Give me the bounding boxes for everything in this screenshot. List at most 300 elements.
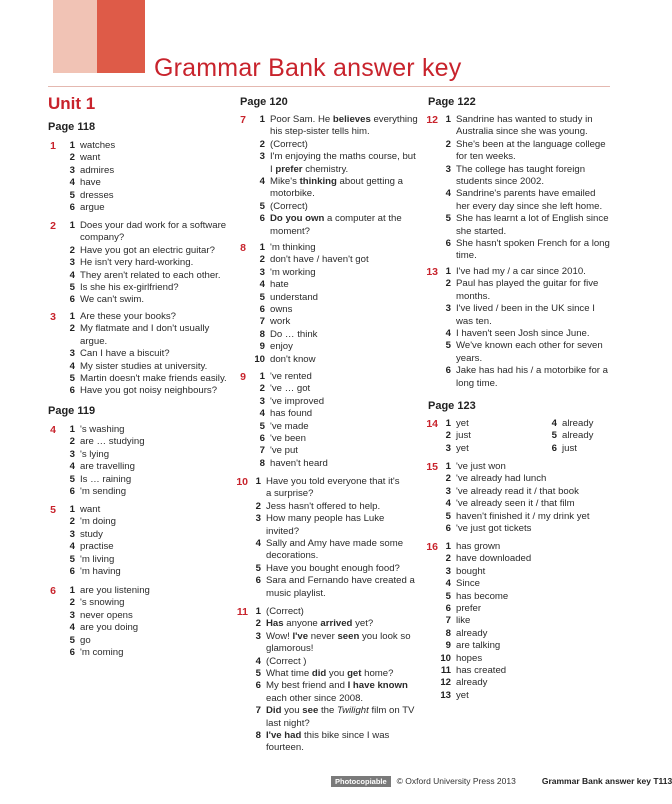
answer-line bbox=[434, 498, 590, 510]
answer-line bbox=[434, 250, 610, 262]
answer-line bbox=[58, 361, 227, 373]
answer-line bbox=[434, 523, 590, 535]
answer-text: Mike's thinking about getting a bbox=[270, 176, 404, 188]
answer-text: Can I have a biscuit? bbox=[80, 348, 170, 360]
footer bbox=[331, 776, 672, 787]
answer-text: 've already seen it / that film bbox=[456, 498, 575, 510]
group-number: 8 bbox=[240, 242, 246, 254]
page-heading-120: Page 120 bbox=[240, 96, 288, 108]
group-items bbox=[248, 371, 328, 470]
answer-line bbox=[58, 232, 226, 244]
item-number: 1 bbox=[259, 371, 265, 382]
group-number: 13 bbox=[426, 266, 438, 278]
answer-line bbox=[248, 304, 369, 316]
answer-text: Jess hasn't offered to help. bbox=[266, 500, 381, 512]
answer-line bbox=[244, 643, 414, 655]
item-number: 4 bbox=[69, 360, 75, 372]
item-number: 3 bbox=[445, 442, 451, 454]
answer-line bbox=[434, 201, 610, 213]
answer-text: argue bbox=[80, 202, 105, 214]
item-number: 6 bbox=[551, 442, 557, 454]
answer-line bbox=[540, 430, 593, 442]
answer-text: Have you got noisy neighbours? bbox=[80, 385, 218, 397]
answer-text: 've been bbox=[270, 433, 306, 445]
answer-line bbox=[244, 656, 414, 668]
answer-text: Sandrine's parents have emailed bbox=[456, 188, 596, 200]
item-number: 4 bbox=[445, 578, 451, 590]
answer-text: Have you got an electric guitar? bbox=[80, 244, 215, 256]
answer-line bbox=[58, 311, 227, 323]
group-number: 3 bbox=[50, 311, 56, 323]
group-number: 6 bbox=[50, 585, 56, 597]
answer-text: Are these your books? bbox=[80, 311, 176, 322]
answer-group-2 bbox=[48, 220, 226, 307]
answer-text: How many people has Luke bbox=[266, 513, 385, 525]
answer-line bbox=[58, 348, 227, 360]
answer-line bbox=[244, 618, 414, 630]
item-number: 2 bbox=[259, 383, 265, 395]
item-number: 9 bbox=[259, 341, 265, 353]
answer-text: Does your dad work for a software bbox=[80, 220, 227, 231]
item-number: 5 bbox=[259, 200, 265, 212]
answer-line bbox=[248, 458, 328, 470]
page-heading-123: Page 123 bbox=[428, 400, 476, 412]
answer-line bbox=[434, 628, 531, 640]
answer-line bbox=[58, 529, 121, 541]
photocopiable-badge: Photocopiable bbox=[331, 776, 391, 787]
answer-line bbox=[244, 476, 415, 488]
answer-text: for ten weeks. bbox=[456, 151, 516, 163]
item-number: 4 bbox=[255, 655, 261, 667]
item-number: 6 bbox=[259, 433, 265, 445]
answer-text: Sara and Fernando have created a bbox=[266, 575, 415, 587]
answer-text: are travelling bbox=[80, 461, 135, 473]
answer-group-10 bbox=[234, 476, 415, 600]
answer-line bbox=[58, 140, 115, 152]
group-items bbox=[58, 140, 115, 214]
item-number: 1 bbox=[259, 114, 265, 125]
item-number: 4 bbox=[445, 328, 451, 340]
item-number: 5 bbox=[445, 340, 451, 352]
answer-line bbox=[434, 578, 531, 590]
answer-line bbox=[434, 486, 590, 498]
answer-line bbox=[248, 421, 328, 433]
item-number: 7 bbox=[255, 705, 261, 717]
item-number: 1 bbox=[69, 140, 75, 151]
item-number: 5 bbox=[445, 213, 451, 225]
answer-line bbox=[58, 486, 145, 498]
item-number: 4 bbox=[69, 269, 75, 281]
group-items bbox=[58, 424, 145, 498]
item-number: 3 bbox=[259, 395, 265, 407]
item-number: 6 bbox=[445, 365, 451, 377]
answer-line bbox=[434, 603, 531, 615]
footer-page-label: Grammar Bank answer key T113 bbox=[541, 776, 672, 786]
item-number: 1 bbox=[445, 541, 451, 552]
answer-line bbox=[434, 653, 531, 665]
item-number: 6 bbox=[445, 523, 451, 535]
answer-group-8 bbox=[238, 242, 369, 366]
answer-line bbox=[248, 279, 369, 291]
answer-line bbox=[244, 730, 414, 742]
answer-group-3 bbox=[48, 311, 227, 398]
answer-text: I've lived / been in the UK since I bbox=[456, 303, 595, 315]
answer-text: What time did you get home? bbox=[266, 668, 394, 680]
item-number: 3 bbox=[69, 448, 75, 460]
answer-text: hate bbox=[270, 279, 289, 291]
answer-line bbox=[58, 373, 227, 385]
answer-text: Sally and Amy have made some bbox=[266, 538, 404, 550]
answer-text: are you doing bbox=[80, 622, 139, 634]
item-number: 2 bbox=[445, 430, 451, 442]
answer-text: practise bbox=[80, 541, 114, 553]
item-number: 2 bbox=[259, 254, 265, 266]
answer-line bbox=[58, 597, 150, 609]
item-number: 8 bbox=[255, 730, 261, 742]
item-number: 1 bbox=[69, 311, 75, 322]
answer-text: My best friend and I have known bbox=[266, 680, 408, 692]
group-number: 9 bbox=[240, 371, 246, 383]
answer-text: I prefer chemistry. bbox=[270, 163, 349, 175]
item-number: 4 bbox=[69, 541, 75, 553]
answer-text: Have you told everyone that it's bbox=[266, 476, 400, 487]
answer-text: We've known each other for seven bbox=[456, 340, 603, 352]
item-number: 6 bbox=[69, 486, 75, 498]
answer-text: understand bbox=[270, 291, 319, 303]
answer-line bbox=[58, 622, 150, 634]
item-number: 8 bbox=[445, 627, 451, 639]
item-number: 3 bbox=[445, 485, 451, 497]
answer-line bbox=[434, 677, 531, 689]
item-number: 4 bbox=[445, 498, 451, 510]
answer-text: 'm thinking bbox=[270, 242, 316, 253]
answer-group-15 bbox=[424, 461, 590, 535]
answer-text: I haven't seen Josh since June. bbox=[456, 328, 590, 340]
answer-line bbox=[434, 266, 608, 278]
answer-line bbox=[248, 114, 418, 126]
answer-text: 'm having bbox=[80, 566, 121, 578]
answer-line bbox=[248, 126, 418, 138]
answer-text: her every day since she left home. bbox=[456, 200, 603, 212]
group-number: 14 bbox=[426, 418, 438, 430]
answer-text: 've … got bbox=[270, 383, 311, 395]
answer-text: already bbox=[456, 627, 488, 639]
answer-line bbox=[434, 541, 531, 553]
item-number: 8 bbox=[259, 457, 265, 469]
answer-text: 've already read it / that book bbox=[456, 485, 579, 497]
page-heading-122: Page 122 bbox=[428, 96, 476, 108]
item-number: 3 bbox=[445, 565, 451, 577]
item-number: 10 bbox=[440, 652, 451, 664]
answer-line bbox=[58, 474, 145, 486]
item-number: 1 bbox=[69, 424, 75, 435]
page-title: Grammar Bank answer key bbox=[154, 54, 462, 82]
answer-line bbox=[434, 164, 610, 176]
group-number: 7 bbox=[240, 114, 246, 126]
answer-group-13 bbox=[424, 266, 608, 390]
answer-group-5 bbox=[48, 504, 121, 578]
item-number: 3 bbox=[259, 266, 265, 278]
answer-line bbox=[434, 378, 608, 390]
answer-line bbox=[248, 396, 328, 408]
item-number: 2 bbox=[69, 436, 75, 448]
answer-text: each other since 2008. bbox=[266, 692, 364, 704]
answer-text: long time. bbox=[456, 377, 498, 389]
answer-text: yet bbox=[456, 418, 469, 429]
answer-line bbox=[434, 591, 531, 603]
answer-text: has found bbox=[270, 408, 313, 420]
answer-line bbox=[58, 541, 121, 553]
item-number: 6 bbox=[69, 647, 75, 659]
group-number: 16 bbox=[426, 541, 438, 553]
item-number: 2 bbox=[445, 553, 451, 565]
answer-text: don't know bbox=[270, 353, 316, 365]
item-number: 3 bbox=[255, 630, 261, 642]
answer-line bbox=[434, 303, 608, 315]
answer-line bbox=[434, 353, 608, 365]
answer-line bbox=[434, 511, 590, 523]
answer-group-7 bbox=[238, 114, 418, 238]
answer-text: 've improved bbox=[270, 395, 325, 407]
item-number: 2 bbox=[69, 323, 75, 335]
group-items bbox=[244, 606, 414, 755]
header-pink-block bbox=[53, 0, 97, 73]
answer-text: his step-sister tells him. bbox=[270, 126, 370, 138]
answer-line bbox=[434, 328, 608, 340]
group-items bbox=[248, 242, 369, 366]
answer-line bbox=[58, 152, 115, 164]
answer-text: time. bbox=[456, 250, 477, 262]
answer-text: already bbox=[456, 677, 488, 689]
answer-line bbox=[248, 226, 418, 238]
group-items bbox=[58, 504, 121, 578]
group-items bbox=[434, 114, 610, 263]
answer-text: Poor Sam. He believes everything bbox=[270, 114, 418, 125]
answer-text: don't have / haven't got bbox=[270, 254, 369, 266]
answer-line bbox=[58, 177, 115, 189]
group-number: 12 bbox=[426, 114, 438, 126]
answer-line bbox=[434, 615, 531, 627]
item-number: 5 bbox=[69, 634, 75, 646]
answer-line bbox=[58, 257, 226, 269]
answer-group-12 bbox=[424, 114, 610, 263]
answer-text: yet bbox=[456, 442, 469, 454]
answer-text: invited? bbox=[266, 525, 300, 537]
answer-line bbox=[434, 640, 531, 652]
header-red-block bbox=[97, 0, 145, 73]
item-number: 5 bbox=[69, 189, 75, 201]
answer-text: enjoy bbox=[270, 341, 293, 353]
item-number: 4 bbox=[69, 461, 75, 473]
answer-text: just bbox=[456, 430, 471, 442]
item-number: 7 bbox=[259, 445, 265, 457]
answer-line bbox=[58, 647, 150, 659]
answer-line bbox=[58, 554, 121, 566]
item-number: 4 bbox=[259, 279, 265, 291]
group-items bbox=[434, 541, 531, 702]
answer-line bbox=[58, 165, 115, 177]
answer-text: 've made bbox=[270, 420, 309, 432]
item-number: 5 bbox=[255, 562, 261, 574]
answer-text: She's been at the language college bbox=[456, 138, 606, 150]
item-number: 13 bbox=[440, 689, 451, 701]
answer-line bbox=[434, 213, 610, 225]
answer-line bbox=[58, 585, 150, 597]
item-number: 4 bbox=[259, 408, 265, 420]
answer-line bbox=[434, 316, 608, 328]
answer-line bbox=[244, 742, 414, 754]
answer-text: 've rented bbox=[270, 371, 312, 382]
group-number: 5 bbox=[50, 504, 56, 516]
group-items bbox=[58, 585, 150, 659]
item-number: 4 bbox=[551, 418, 557, 429]
answer-line bbox=[244, 680, 414, 692]
answer-text: Do you own a computer at the bbox=[270, 213, 402, 225]
answer-group-11 bbox=[234, 606, 414, 755]
answer-text: Sandrine has wanted to study in bbox=[456, 114, 593, 125]
answer-text: owns bbox=[270, 304, 293, 316]
answer-line bbox=[58, 424, 145, 436]
answer-line bbox=[58, 635, 150, 647]
answer-text: Australia since she was young. bbox=[456, 126, 588, 138]
item-number: 4 bbox=[69, 177, 75, 189]
item-number: 6 bbox=[69, 385, 75, 397]
answer-text: He isn't very hard-working. bbox=[80, 257, 194, 269]
item-number: 3 bbox=[69, 348, 75, 360]
answer-line bbox=[434, 443, 469, 455]
answer-text: 've already had lunch bbox=[456, 473, 547, 485]
item-number: 1 bbox=[255, 606, 261, 617]
answer-line bbox=[434, 566, 531, 578]
answer-text: 'm sending bbox=[80, 486, 127, 498]
answer-line bbox=[248, 433, 328, 445]
answer-line bbox=[58, 436, 145, 448]
answer-text: work bbox=[270, 316, 291, 328]
item-number: 3 bbox=[69, 257, 75, 269]
item-number: 5 bbox=[259, 291, 265, 303]
item-number: 6 bbox=[259, 213, 265, 225]
item-number: 5 bbox=[551, 430, 557, 442]
answer-text: years. bbox=[456, 352, 483, 364]
answer-text: I've had my / a car since 2010. bbox=[456, 266, 586, 277]
answer-line bbox=[58, 270, 226, 282]
answer-line bbox=[434, 291, 608, 303]
answer-line bbox=[248, 354, 369, 366]
answer-text: has become bbox=[456, 590, 509, 602]
item-number: 6 bbox=[69, 202, 75, 214]
item-number: 3 bbox=[69, 164, 75, 176]
answer-line bbox=[434, 418, 469, 430]
item-number: 4 bbox=[255, 538, 261, 550]
item-number: 2 bbox=[69, 597, 75, 609]
answer-text: Wow! I've never seen you look so bbox=[266, 630, 411, 642]
answer-text: Since bbox=[456, 578, 480, 590]
answer-line bbox=[244, 488, 415, 500]
group-items bbox=[58, 220, 226, 307]
item-number: 8 bbox=[259, 328, 265, 340]
answer-text: company? bbox=[80, 232, 125, 244]
item-number: 6 bbox=[69, 294, 75, 306]
answer-text: months. bbox=[456, 290, 491, 302]
group-number: 2 bbox=[50, 220, 56, 232]
answer-line bbox=[244, 631, 414, 643]
answer-text: Jake has had his / a motorbike for a bbox=[456, 365, 608, 377]
answer-text: haven't heard bbox=[270, 457, 328, 469]
answer-text: She hasn't spoken French for a long bbox=[456, 238, 610, 250]
answer-group-9 bbox=[238, 371, 328, 470]
answer-line bbox=[58, 245, 226, 257]
answer-line bbox=[244, 538, 415, 550]
answer-text: already bbox=[562, 418, 594, 429]
answer-text: hopes bbox=[456, 652, 483, 664]
group-items bbox=[434, 461, 590, 535]
answer-line bbox=[244, 501, 415, 513]
answer-text: admires bbox=[80, 164, 115, 176]
answer-line bbox=[58, 385, 227, 397]
item-number: 3 bbox=[445, 163, 451, 175]
answer-text: last night? bbox=[266, 717, 310, 729]
answer-text: moment? bbox=[270, 225, 310, 237]
answer-line bbox=[434, 461, 590, 473]
answer-line bbox=[58, 190, 115, 202]
answer-text: Is … raining bbox=[80, 473, 132, 485]
item-number: 5 bbox=[445, 510, 451, 522]
answer-line bbox=[540, 443, 577, 455]
answer-line bbox=[244, 513, 415, 525]
item-number: 4 bbox=[445, 188, 451, 200]
item-number: 3 bbox=[69, 528, 75, 540]
item-number: 5 bbox=[445, 590, 451, 602]
item-number: 2 bbox=[445, 473, 451, 485]
answer-line bbox=[248, 371, 328, 383]
item-number: 5 bbox=[69, 373, 75, 385]
answer-line bbox=[248, 445, 328, 457]
answer-line bbox=[58, 202, 115, 214]
answer-text: watches bbox=[80, 140, 116, 151]
answer-line bbox=[248, 164, 418, 176]
answer-line bbox=[244, 563, 415, 575]
answer-text: like bbox=[456, 615, 471, 627]
answer-line bbox=[248, 329, 369, 341]
answer-line bbox=[248, 267, 369, 279]
answer-line bbox=[434, 665, 531, 677]
answer-line bbox=[58, 610, 150, 622]
answer-text: 've put bbox=[270, 445, 298, 457]
answer-text: (Correct) bbox=[270, 138, 308, 150]
answer-text: has created bbox=[456, 665, 507, 677]
answer-text: just bbox=[562, 442, 577, 454]
item-number: 9 bbox=[445, 640, 451, 652]
item-number: 5 bbox=[69, 282, 75, 294]
answer-line bbox=[434, 188, 610, 200]
item-number: 3 bbox=[259, 151, 265, 163]
item-number: 4 bbox=[259, 176, 265, 188]
unit-heading: Unit 1 bbox=[48, 94, 96, 113]
answer-line bbox=[58, 504, 121, 516]
answer-group-4 bbox=[48, 424, 145, 498]
answer-text: bought bbox=[456, 565, 486, 577]
item-number: 1 bbox=[445, 266, 451, 277]
answer-line bbox=[248, 213, 418, 225]
answer-text: are … studying bbox=[80, 436, 145, 448]
answer-line bbox=[434, 340, 608, 352]
answer-text: 's lying bbox=[80, 448, 110, 460]
answer-line bbox=[248, 408, 328, 420]
answer-line bbox=[58, 294, 226, 306]
item-number: 6 bbox=[255, 575, 261, 587]
item-number: 5 bbox=[69, 553, 75, 565]
item-number: 6 bbox=[255, 680, 261, 692]
